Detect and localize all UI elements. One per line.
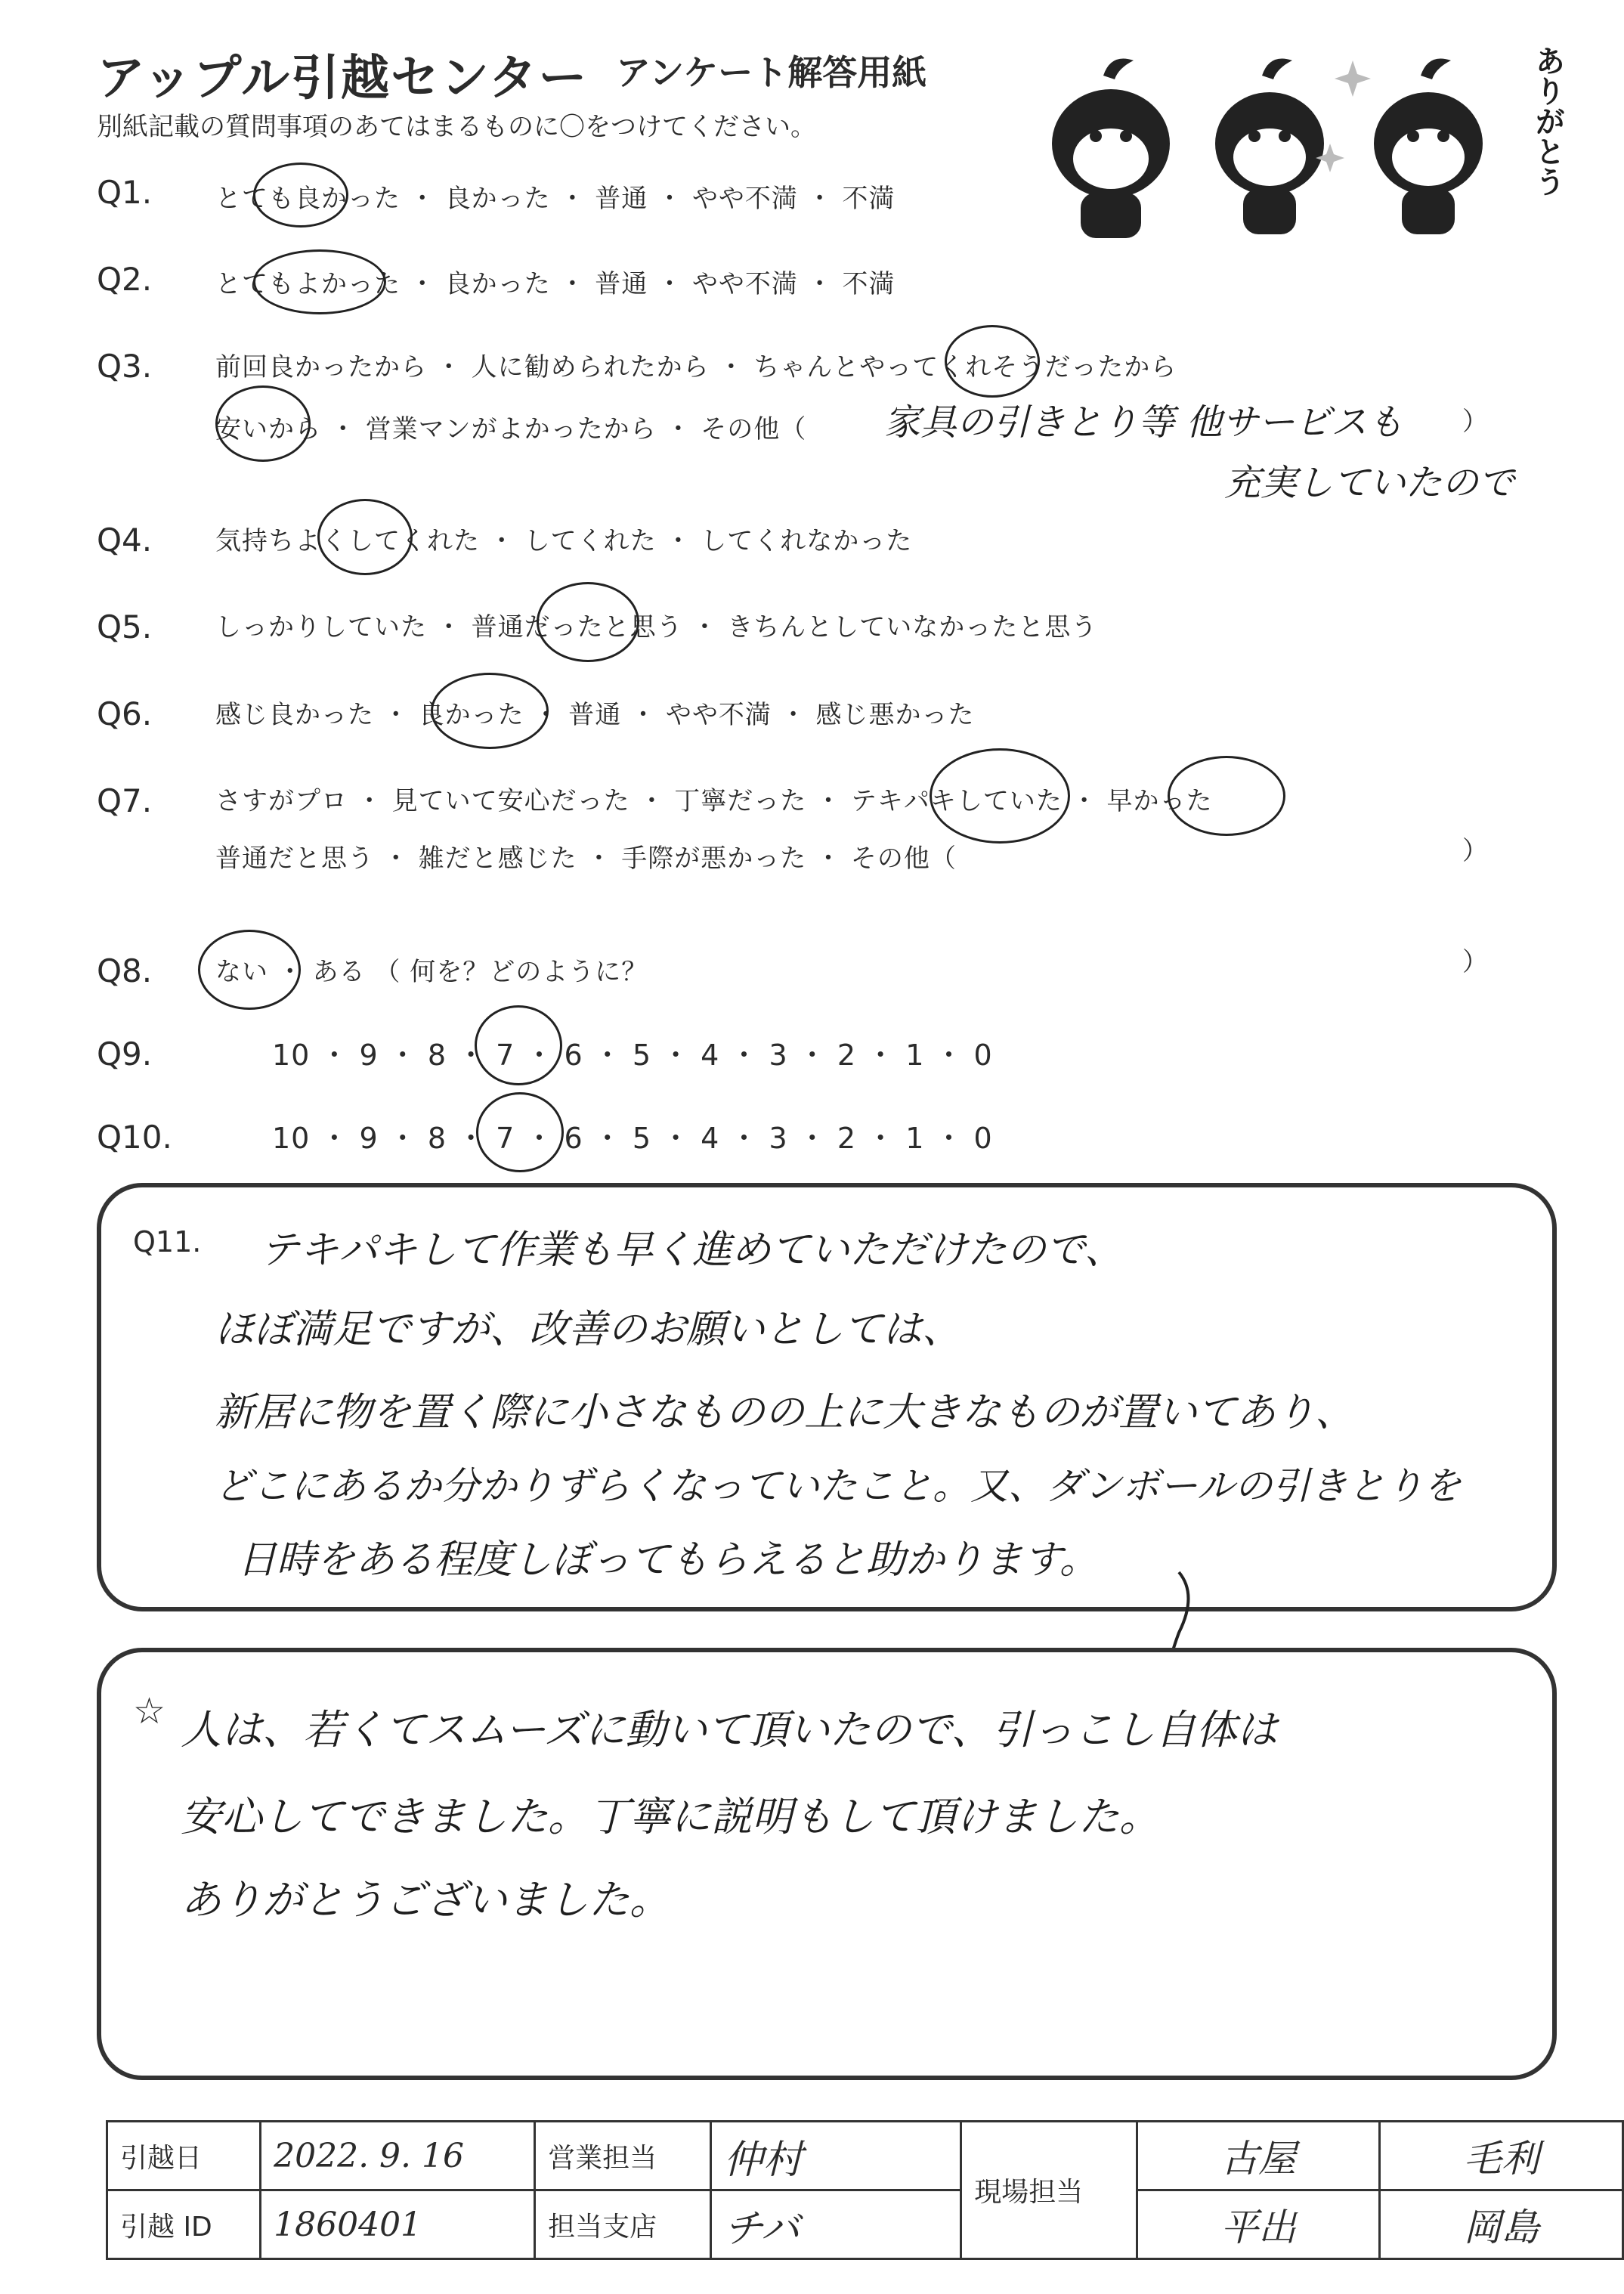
q2-number: Q2. xyxy=(97,261,153,298)
q3-number: Q3. xyxy=(97,348,153,385)
q11-label: Q11. xyxy=(133,1225,202,1258)
answer-circle-q6 xyxy=(431,673,549,749)
answer-circle-q3a xyxy=(945,325,1040,398)
q5-number: Q5. xyxy=(97,608,153,645)
q6-options: 感じ良かった ・ 良かった ・ 普通 ・ やや不満 ・ 感じ悪かった xyxy=(215,700,975,730)
q11-comment-box xyxy=(97,1183,1557,1611)
q8-number: Q8. xyxy=(97,952,153,989)
q9-number: Q9. xyxy=(97,1036,153,1073)
q7-options-1: さすがプロ ・ 見ていて安心だった ・ 丁寧だった ・ テキパキしていた ・ 早かった xyxy=(215,786,1213,816)
mascot-1 xyxy=(1052,59,1170,239)
q8-options: ない ・ ある （ 何を？どのように？ xyxy=(215,957,648,987)
q7-number: Q7. xyxy=(97,782,153,819)
page-title: アップル引越センター xyxy=(97,51,589,107)
star-line-2: 安心してできました。丁寧に説明もして頂けました。 xyxy=(181,1793,1160,1840)
move-date-label: 引越日 xyxy=(107,2122,261,2190)
star-comment-box xyxy=(97,1648,1557,2080)
branch-value: チバ xyxy=(710,2190,960,2259)
q1-options: とても良かった ・ 良かった ・ 普通 ・ やや不満 ・ 不満 xyxy=(215,184,896,214)
answer-circle-q1 xyxy=(253,163,348,228)
move-date-value: 2022. 9. 16 xyxy=(261,2122,535,2190)
site-staff-2: 毛利 xyxy=(1380,2122,1623,2190)
branch-label: 担当支店 xyxy=(535,2190,711,2259)
q7-options-2: 普通だと思う ・ 雑だと感じた ・ 手際が悪かった ・ その他（ xyxy=(215,844,957,874)
answer-circle-q10 xyxy=(476,1092,564,1172)
q10-number: Q10. xyxy=(97,1119,172,1156)
q3-handwritten-1: 家具の引きとり等 他サービスも xyxy=(884,401,1404,444)
mascot-2 xyxy=(1215,59,1324,235)
q11-line-5: 日時をある程度しぼってもらえると助かります。 xyxy=(237,1537,1099,1583)
mascot-illustration xyxy=(1028,30,1557,242)
q3-options-2: 安いから ・ 営業マンがよかったから ・ その他（ xyxy=(215,414,807,444)
sales-label: 営業担当 xyxy=(535,2122,711,2190)
q11-line-1: テキパキして作業も早く進めていただけたので、 xyxy=(260,1227,1124,1273)
q7-close-paren: ） xyxy=(1462,836,1489,866)
sparkle-icon xyxy=(1316,60,1371,172)
q6-number: Q6. xyxy=(97,695,153,732)
q11-line-4: どこにあるか分かりずらくなっていたこと。又、ダンボールの引きとりを xyxy=(215,1464,1462,1508)
mascot-caption: ありがとう xyxy=(1530,45,1566,197)
mascot-3 xyxy=(1374,59,1483,235)
answer-circle-q5 xyxy=(537,582,639,662)
site-staff-4: 岡島 xyxy=(1380,2190,1623,2259)
q4-options: 気持ちよくしてくれた ・ してくれた ・ してくれなかった xyxy=(215,526,913,556)
site-staff-1: 古屋 xyxy=(1137,2122,1380,2190)
instruction-text: 別紙記載の質問事項のあてはまるものに〇をつけてください。 xyxy=(97,112,816,142)
site-staff-3: 平出 xyxy=(1137,2190,1380,2259)
q2-options: とてもよかった ・ 良かった ・ 普通 ・ やや不満 ・ 不満 xyxy=(215,269,896,299)
q5-options: しっかりしていた ・ 普通だったと思う ・ きちんとしていなかったと思う xyxy=(215,612,1098,642)
star-line-3: ありがとうございました。 xyxy=(181,1876,670,1924)
q3-handwritten-2: 充実していたので xyxy=(1224,462,1515,504)
answer-circle-q7a xyxy=(930,748,1070,844)
star-icon: ☆ xyxy=(133,1690,166,1732)
move-id-value: 1860401 xyxy=(261,2190,535,2259)
answer-circle-q2 xyxy=(253,249,386,314)
q11-line-2: ほぼ満足ですが、改善のお願いとしては、 xyxy=(215,1307,962,1352)
info-table xyxy=(106,2120,1624,2260)
answer-circle-q4 xyxy=(317,499,413,575)
q10-scale: 10 ・ 9 ・ 8 ・ 7 ・ 6 ・ 5 ・ 4 ・ 3 ・ 2 ・ 1 ・ 0 xyxy=(272,1122,993,1155)
move-id-label: 引越 ID xyxy=(107,2190,261,2259)
answer-circle-q9 xyxy=(475,1005,562,1085)
q11-line-3: 新居に物を置く際に小さなものの上に大きなものが置いてあり、 xyxy=(215,1390,1355,1435)
answer-circle-q7b xyxy=(1168,756,1285,836)
q3-options-1: 前回良かったから ・ 人に勧められたから ・ ちゃんとやってくれそうだったから xyxy=(215,352,1177,382)
star-line-1: 人は、若くてスムーズに動いて頂いたので、引っこし自体は xyxy=(181,1706,1278,1754)
q1-number: Q1. xyxy=(97,174,153,211)
q9-scale: 10 ・ 9 ・ 8 ・ 7 ・ 6 ・ 5 ・ 4 ・ 3 ・ 2 ・ 1 ・ 0 xyxy=(272,1039,993,1072)
q3-close-paren: ） xyxy=(1462,407,1489,437)
page-subtitle: アンケート解答用紙 xyxy=(616,52,927,93)
q8-close-paren: ） xyxy=(1462,947,1489,977)
answer-circle-q3b xyxy=(215,385,311,462)
q4-number: Q4. xyxy=(97,522,153,559)
answer-circle-q8 xyxy=(198,930,301,1010)
sales-name: 仲村 xyxy=(710,2122,960,2190)
site-label: 現場担当 xyxy=(961,2122,1137,2259)
